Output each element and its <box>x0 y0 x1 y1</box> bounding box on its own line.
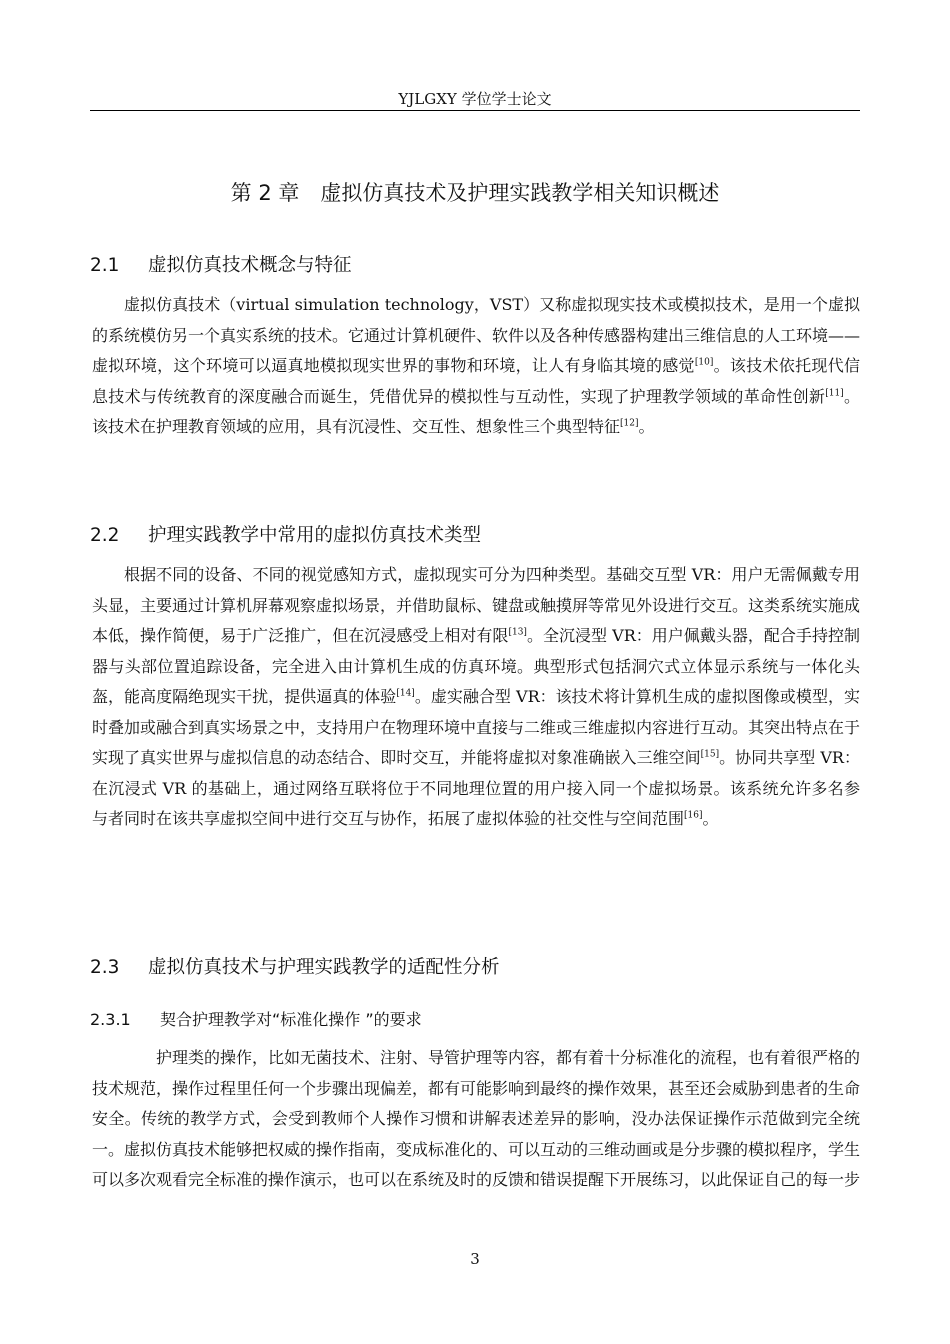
section-heading-2-2 <box>90 523 860 549</box>
section-number: 2.2 <box>90 525 120 546</box>
citation[interactable]: [16] <box>684 810 703 821</box>
paragraph-2-2: 根据不同的设备、不同的视觉感知方式，虚拟现实可分为四种类型。基础交互型 VR：用户无需佩戴专用头显，主要通过计算机屏幕观察虚拟场景，并借助鼠标、键盘或触摸屏等常见外设进行交互。这类系统实施成本低，操作简便，易于广泛推广，但在沉浸感受上相对有限[13]。全沉浸型 VR：用户佩戴头器，配合手持控制器与头部位置追踪设备，完全进入由计算机生成的仿真环境。典型形式包括洞穴式立体显示系统与一体化头盔，能高度隔绝现实干扰，提供逼真的体验[14]。虚实融合型 VR：该技术将计算机生成的虚拟图像或模型，实时叠加或融合到真实场景之中，支持用户在物理环境中直接与二维或三维虚拟内容进行互动。其突出特点在于实现了真实世界与虚拟信息的动态结合、即时交互，并能将虚拟对象准确嵌入三维空间[15]。协同共享型 VR：在沉浸式 VR 的基础上，通过网络互联将位于不同地理位置的用户接入同一个虚拟场景。该系统允许多名参与者同时在该共享虚拟空间中进行交互与协作，拓展了虚拟体验的社交性与空间范围[16]。 <box>92 565 861 828</box>
section-heading-2-3 <box>90 955 860 981</box>
citation[interactable]: [15] <box>700 749 720 760</box>
section-title: 虚拟仿真技术概念与特征 <box>148 255 352 276</box>
chapter-title: 第 2 章 虚拟仿真技术及护理实践教学相关知识概述 <box>230 181 720 205</box>
paragraph-2-3-1: 护理类的操作，比如无菌技术、注射、导管护理等内容，都有着十分标准化的流程，也有着很严格的技术规范，操作过程里任何一个步骤出现偏差，都有可能影响到最终的操作效果，甚至还会威胁到患者的生命安全。传统的教学方式，会受到教师个人操作习惯和讲解表述差异的影响，没办法保证操作示范做到完全统一。虚拟仿真技术能够把权威的操作指南，变成标准化的、可以互动的三维动画或是分步骤的模拟程序，学生可以多次观看完全标准的操作演示，也可以在系统及时的反馈和错误提醒下开展练习，以此保证自己的每一步 <box>92 1048 861 1189</box>
section-heading-2-1 <box>90 253 860 279</box>
citation[interactable]: [14] <box>396 688 415 699</box>
citation[interactable]: [11] <box>825 388 844 399</box>
subsection-heading-2-3-1 <box>90 1008 860 1032</box>
page-number: 3 <box>470 1250 480 1268</box>
section-title: 护理实践教学中常用的虚拟仿真技术类型 <box>148 525 482 546</box>
section-number: 2.1 <box>90 255 120 276</box>
subsection-title: 契合护理教学对“标准化操作 ”的要求 <box>160 1010 422 1029</box>
citation[interactable]: [12] <box>620 418 639 429</box>
running-header: YJLGXY 学位学士论文 <box>398 90 552 108</box>
section-number: 2.3 <box>90 957 120 978</box>
section-title: 虚拟仿真技术与护理实践教学的适配性分析 <box>148 957 500 978</box>
header-divider <box>90 110 860 111</box>
citation[interactable]: [13] <box>508 627 527 638</box>
paragraph-2-1: 虚拟仿真技术（virtual simulation technology，VST）又称虚拟现实技术或模拟技术，是用一个虚拟的系统模仿另一个真实系统的技术。它通过计算机硬件、软件以及各种传感器构建出三维信息的人工环境——虚拟环境，这个环境可以逼真地模拟现实世界的事物和环境，让人有身临其境的感觉[10]。该技术依托现代信息技术与传统教育的深度融合而诞生，凭借优异的模拟性与互动性，实现了护理教学领域的革命性创新[11]。该技术在护理教育领域的应用，具有沉浸性、交互性、想象性三个典型特征[12]。 <box>92 295 861 436</box>
subsection-number: 2.3.1 <box>90 1010 131 1029</box>
citation[interactable]: [10] <box>694 357 714 368</box>
